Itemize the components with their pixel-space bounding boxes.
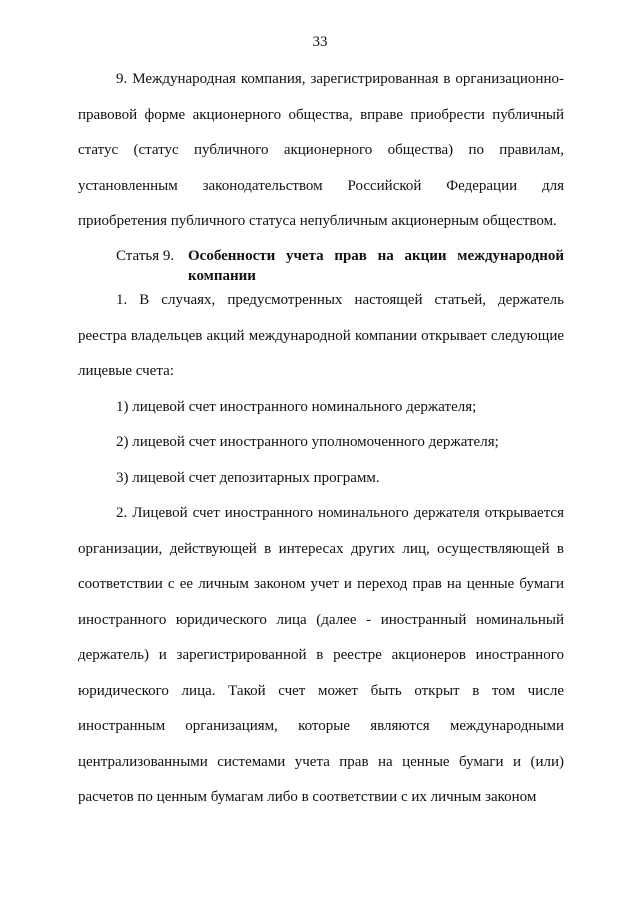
paragraph-item-1: 1. В случаях, предусмотренных настоящей статьей, держатель реестра владельцев акций международной компании открывает следующие лицевые счета: <box>78 292 564 379</box>
paragraph-9-public-status <box>78 62 564 240</box>
paragraph-text: 9. Международная компания, зарегистрированная в организационно-правовой форме акционерного общества, вправе приобрести публичный статус (статус публичного акционерного общества) по правилам, установленным законодательством Российской Федерации для приобретения публичного статуса непубличным акционерным обществом. <box>78 71 564 229</box>
paragraph-item-2: 2. Лицевой счет иностранного номинального держателя открывается организации, действующей в интересах других лиц, осуществляющей в соответствии с ее личным законом учет и переход прав на ценные бумаги иностранного юридического лица (далее - иностранный номинальный держатель) и зарегистрированной в реестре акционеров иностранного юридического лица. Такой счет может быть открыт в том числе иностранным организациям, которые являются международными централизованными системами учета прав на ценные бумаги и (или) расчетов по ценным бумагам либо в соответствии с их личным законом <box>78 505 564 805</box>
article-title: Особенности учета прав на акции международной компании <box>188 248 564 284</box>
article-body <box>78 283 564 816</box>
article-heading <box>116 246 564 286</box>
page-number: 33 <box>312 34 328 50</box>
list-item-2: 2) лицевой счет иностранного уполномоченного держателя; <box>116 434 499 450</box>
list-item-3: 3) лицевой счет депозитарных программ. <box>116 469 380 486</box>
article-label: Статья 9. <box>116 248 175 264</box>
list-item-1: 1) лицевой счет иностранного номинального держателя; <box>116 398 477 415</box>
